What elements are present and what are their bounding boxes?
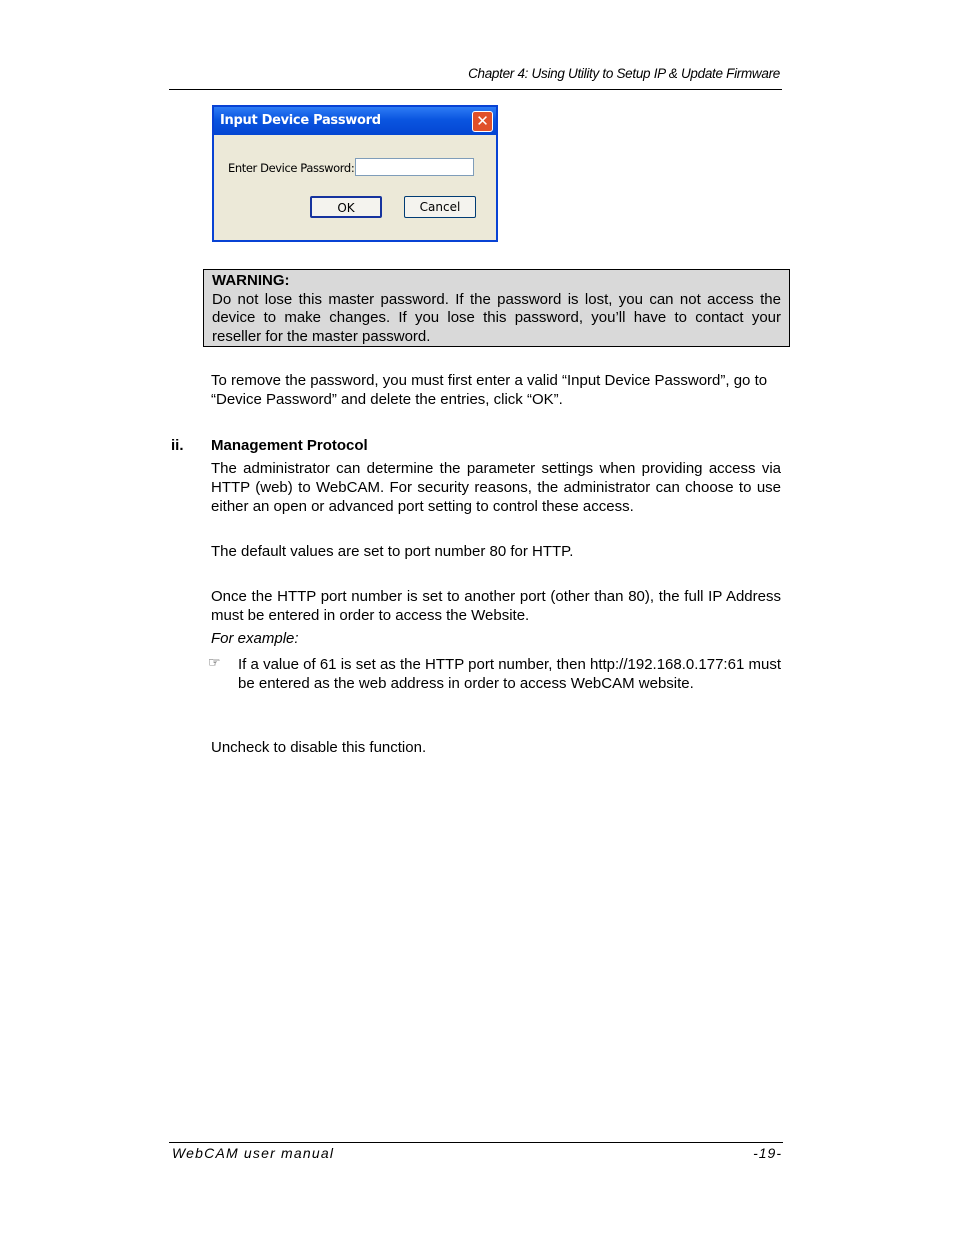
password-label: Enter Device Password: — [228, 161, 355, 175]
pointing-hand-icon: ☞ — [208, 654, 221, 670]
device-password-input[interactable] — [355, 158, 474, 176]
header-rule — [169, 89, 782, 90]
dialog-title: Input Device Password — [220, 113, 381, 128]
management-paragraph: The administrator can determine the parameter settings when providing access via HTTP (web) to WebCAM. For security reasons, the administrator can choose to use either an open or advanced port setting to control these access. — [211, 460, 781, 515]
input-device-password-dialog — [212, 105, 498, 242]
example-label: For example: — [211, 630, 299, 647]
dialog-titlebar[interactable] — [214, 107, 496, 135]
default-port-paragraph: The default values are set to port number 80 for HTTP. — [211, 543, 574, 560]
close-icon[interactable]: ✕ — [472, 111, 493, 132]
remove-password-paragraph: To remove the password, you must first enter a valid “Input Device Password”, go to “Device Password” and delete the entries, click “OK”. — [211, 372, 768, 408]
section-number: ii. — [171, 437, 184, 454]
footer-rule — [169, 1142, 783, 1143]
cancel-button[interactable]: Cancel — [404, 196, 476, 218]
warning-text: Do not lose this master password. If the password is lost, you can not access the device to make changes. If you lose this password, you’ll have to contact your reseller for the master password. — [212, 290, 781, 345]
http-port-paragraph: Once the HTTP port number is set to another port (other than 80), the full IP Address must be entered in order to access the Website. — [211, 588, 781, 624]
example-bullet-text: If a value of 61 is set as the HTTP port number, then http://192.168.0.177:61 must be entered as the web address in order to access WebCAM website. — [238, 656, 781, 692]
section-title: Management Protocol — [211, 437, 368, 454]
chapter-header: Chapter 4: Using Utility to Setup IP & Update Firmware — [468, 66, 780, 81]
page-number: -19- — [753, 1145, 782, 1161]
ok-button[interactable]: OK — [310, 196, 382, 218]
uncheck-paragraph: Uncheck to disable this function. — [211, 739, 427, 756]
warning-box — [203, 269, 790, 347]
footer-manual-title: WebCAM user manual — [172, 1145, 335, 1161]
warning-title: WARNING: — [212, 272, 290, 289]
